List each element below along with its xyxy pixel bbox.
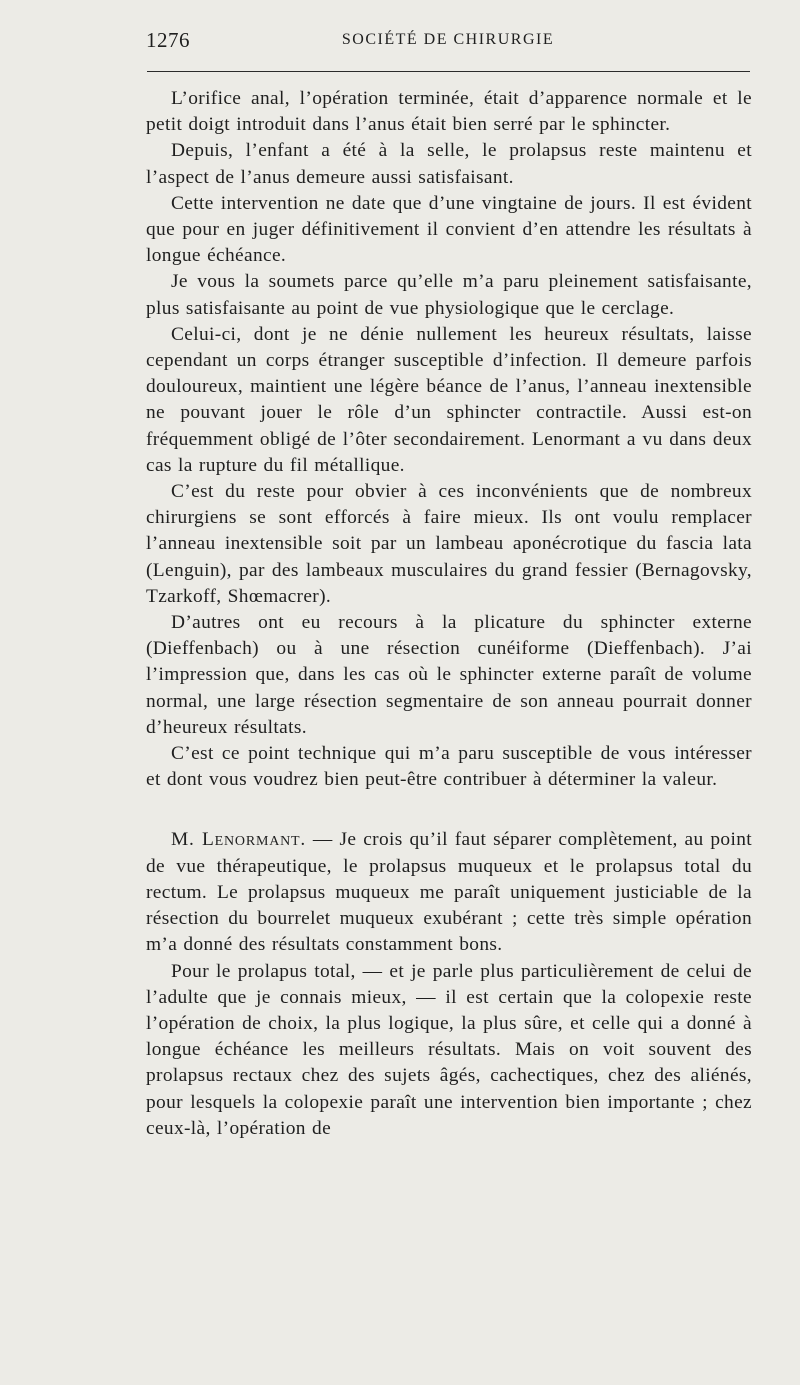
page-header bbox=[146, 28, 750, 58]
paragraph: D’autres ont eu recours à la plicature du sphincter externe (Dieffenbach) ou à une résection cunéiforme (Dieffenbach). J’ai l’impression que, dans les cas où le sphincter externe paraît de volume normal, une large résection segmentaire de son anneau pourrait donner d’heureux résultats. bbox=[146, 612, 752, 738]
paragraph: Je vous la soumets parce qu’elle m’a paru pleinement satisfaisante, plus satisfaisante au point de vue physiologique que le cerclage. bbox=[146, 271, 752, 319]
header-rule bbox=[147, 71, 750, 72]
paragraph: Depuis, l’enfant a été à la selle, le prolapsus reste maintenu et l’aspect de l’anus demeure aussi satisfaisant. bbox=[146, 140, 752, 188]
section-gap bbox=[146, 793, 752, 827]
paragraph: C’est ce point technique qui m’a paru susceptible de vous intéresser et dont vous voudrez bien peut-être contribuer à déterminer la valeur. bbox=[146, 743, 752, 791]
discussion-continuation: Pour le prolapus total, — et je parle plus particulièrement de celui de l’adulte que je connais mieux, — il est certain que la colopexie reste l’opération de choix, la plus logique, la plus sûre, et celle qui a donné à longue échéance les meilleurs résultats. Mais on voit souvent des prolapsus rectaux chez des sujets âgés, cachectiques, chez des aliénés, pour lesquels la colopexie paraît une intervention bien importante ; chez ceux-là, l’opération de bbox=[146, 960, 752, 1139]
paragraph: Cette intervention ne date que d’une vingtaine de jours. Il est évident que pour en juger définitivement il convient d’en attendre les résultats à longue échéance. bbox=[146, 192, 752, 267]
paragraph: C’est du reste pour obvier à ces inconvénients que de nombreux chirurgiens se sont efforcés à faire mieux. Ils ont voulu remplacer l’anneau inextensible soit par un lambeau aponécrotique du fascia lata (Lenguin), par des lambeaux musculaires du grand fessier (Bernagovsky, Tzarkoff, Shœmacrer). bbox=[146, 481, 752, 607]
page-number: 1276 bbox=[146, 28, 190, 52]
paragraph: L’orifice anal, l’opération terminée, était d’apparence normale et le petit doigt introduit dans l’anus était bien serré par le sphincter. bbox=[146, 88, 752, 136]
paragraph: Celui-ci, dont je ne dénie nullement les heureux résultats, laisse cependant un corps étranger susceptible d’infection. Il demeure parfois douloureux, maintient une légère béance de l’anus, l’anneau inextensible ne pouvant jouer le rôle d’un sphincter contractile. Aussi est-on fréquemment obligé de l’ôter secondairement. Lenormant a vu dans deux cas la rupture du fil métallique. bbox=[146, 323, 752, 476]
speaker-name: M. Lenormant. bbox=[171, 829, 307, 851]
speaker-remarks: — Je crois qu’il faut séparer complètement, au point de vue thérapeutique, le prolapsus muqueux et le prolapsus total du rectum. Le prolapsus muqueux me paraît uniquement justiciable de la résection du bourrelet muqueux exubérant ; cette très simple opération m’a donné des résultats constamment bons. bbox=[146, 829, 752, 956]
running-head: SOCIÉTÉ DE CHIRURGIE bbox=[341, 31, 555, 48]
discussion-paragraph bbox=[146, 827, 752, 958]
body-text bbox=[146, 86, 752, 1142]
